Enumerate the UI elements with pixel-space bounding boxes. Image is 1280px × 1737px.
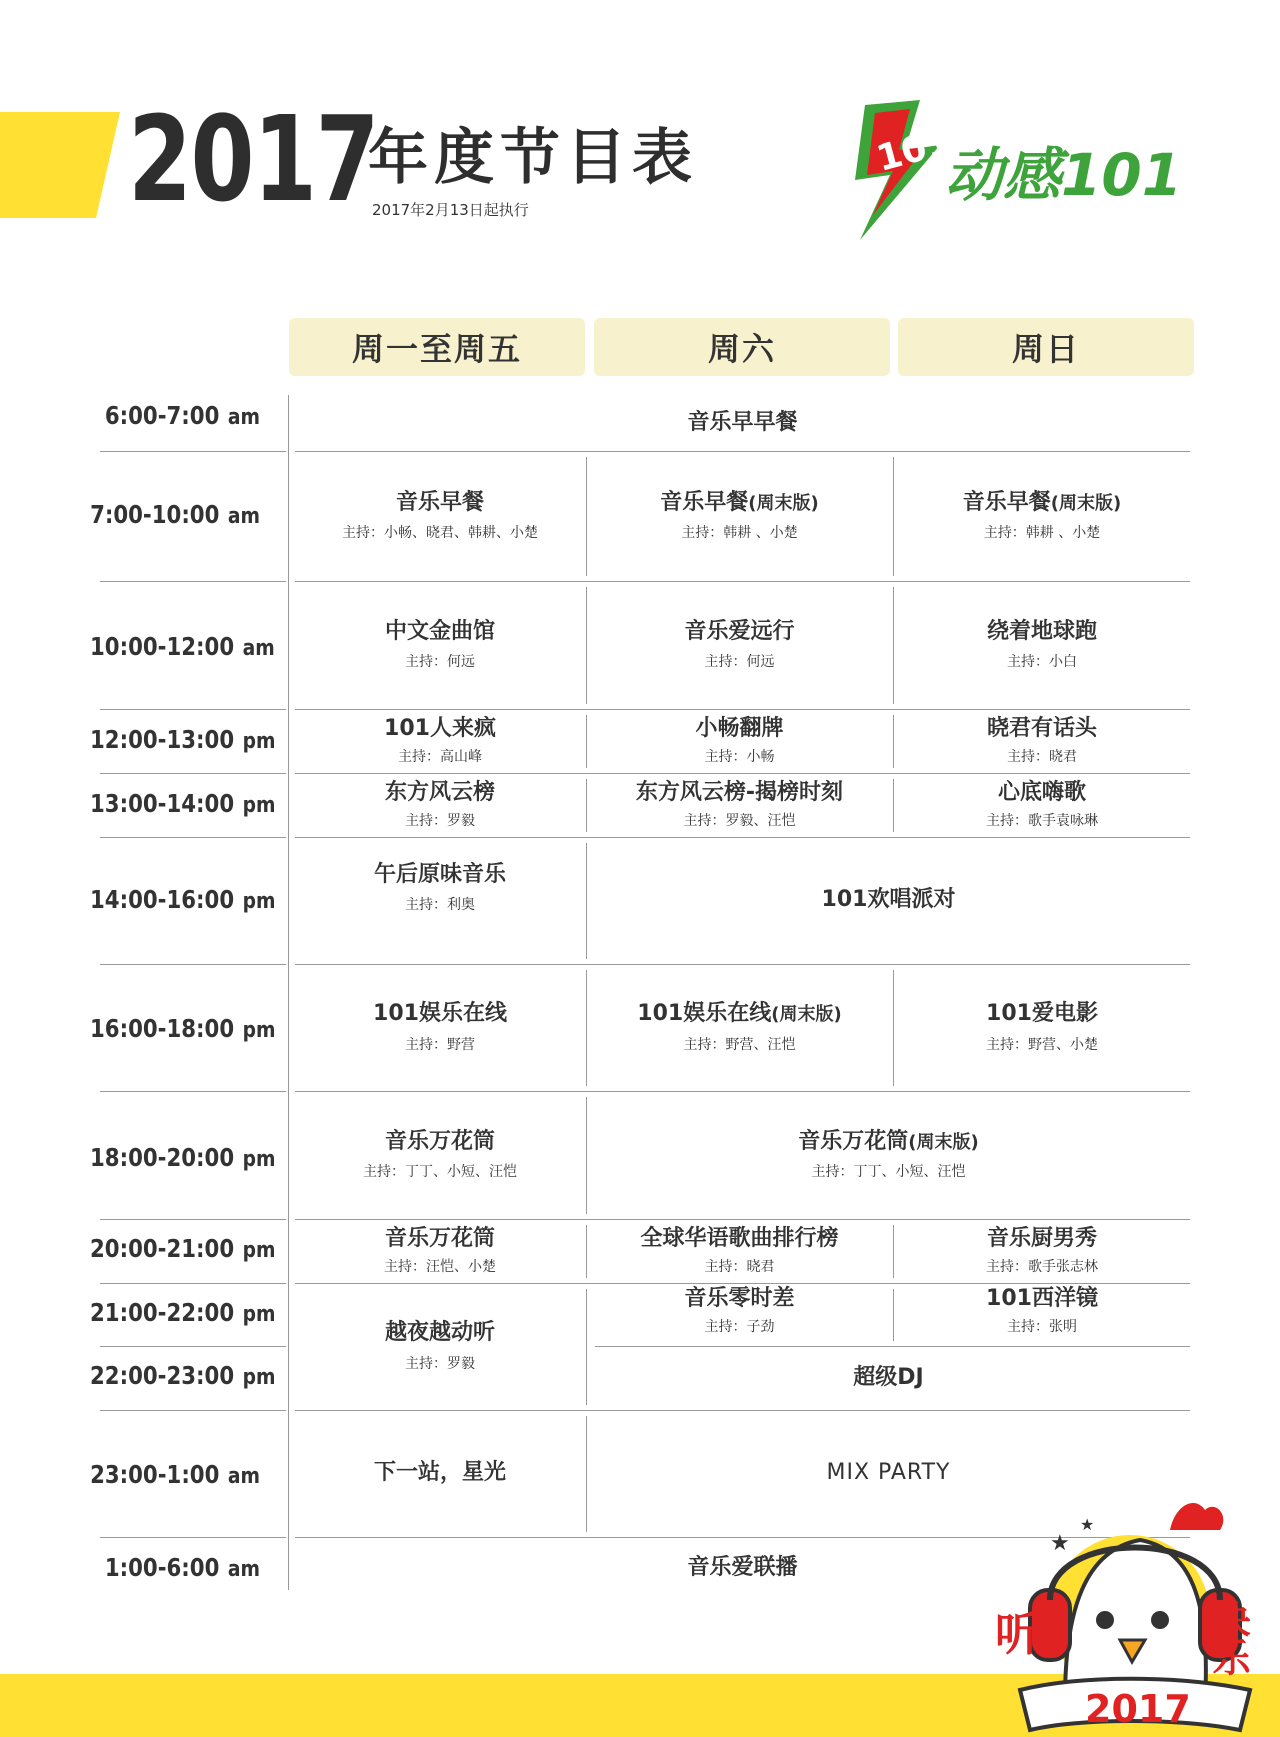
program-host: 主持：野营、汪恺 (683, 1036, 796, 1053)
column-header-saturday: 周六 (594, 318, 890, 376)
program-cell (295, 1092, 585, 1218)
program-cell (295, 710, 585, 772)
time-label: 23:00-1:00 am (90, 1460, 260, 1489)
program-name: 中文金曲馆 (384, 618, 495, 644)
program-name: 音乐早餐 (660, 489, 749, 515)
program-name: 101西洋镜 (986, 1285, 1098, 1311)
program-host: 主持：野营 (405, 1036, 475, 1053)
mascot-left-text: 听 (995, 1607, 1041, 1661)
program-host: 主持：韩耕 、小楚 (983, 525, 1101, 542)
program-name: 全球华语歌曲排行榜 (640, 1225, 839, 1251)
program-name: 音乐厨男秀 (986, 1225, 1097, 1251)
time-label: 20:00-21:00 pm (90, 1234, 276, 1263)
header-accent-bar (0, 112, 120, 218)
program-name: 绕着地球跑 (986, 618, 1097, 644)
program-name: 下一站，星光 (373, 1460, 506, 1486)
program-cell (295, 452, 585, 580)
program-host: 主持：罗毅 (405, 1355, 475, 1372)
program-cell (295, 774, 585, 836)
program-name: 音乐爱联播 (687, 1554, 798, 1580)
program-name: 101爱电影 (986, 1001, 1098, 1027)
time-label: 12:00-13:00 pm (90, 725, 276, 754)
program-host: 主持：歌手袁咏琳 (986, 813, 1098, 830)
row-divider (100, 581, 286, 582)
row-divider (100, 1410, 286, 1411)
program-name: 101娱乐在线 (373, 1001, 507, 1027)
program-name: 音乐早餐 (395, 489, 484, 515)
program-note: (周末版) (1050, 492, 1122, 514)
program-host: 主持：罗毅 (405, 813, 475, 830)
row-divider (100, 837, 286, 838)
program-cell (894, 582, 1190, 708)
program-name: 音乐零时差 (684, 1285, 795, 1311)
row-divider (100, 773, 286, 774)
time-label: 7:00-10:00 am (90, 500, 260, 529)
row-divider (100, 1537, 286, 1538)
program-cell (587, 452, 892, 580)
program-name: 音乐早餐 (962, 489, 1051, 515)
rooster-comb-icon (1170, 1503, 1223, 1530)
program-cell (295, 965, 585, 1090)
program-name: 101欢唱派对 (821, 887, 956, 913)
program-host: 主持：张明 (1007, 1319, 1077, 1336)
program-host: 主持：何远 (405, 654, 475, 671)
program-host: 主持：丁丁、小短、汪恺 (811, 1164, 966, 1181)
program-host: 主持：丁丁、小短、汪恺 (363, 1164, 517, 1181)
program-cell (587, 774, 892, 836)
program-cell (894, 1284, 1190, 1338)
program-host: 主持：野营、小楚 (986, 1036, 1098, 1053)
time-label: 21:00-22:00 pm (90, 1298, 276, 1327)
program-note: (周末版) (748, 492, 819, 514)
program-host: 主持：罗毅、汪恺 (683, 813, 796, 830)
logo-text: 动感101 (945, 141, 1183, 209)
program-cell (295, 396, 1190, 450)
program-host: 主持：小畅 (704, 749, 775, 766)
row-divider (100, 1346, 286, 1347)
program-host: 主持：歌手张志林 (986, 1259, 1098, 1276)
program-host: 主持：晓君 (704, 1259, 775, 1276)
star-icon: ★ (1080, 1515, 1095, 1534)
program-name: 越夜越动听 (384, 1320, 495, 1346)
program-name: 音乐爱远行 (684, 618, 795, 644)
row-divider (100, 1091, 286, 1092)
program-cell (587, 1092, 1190, 1218)
program-cell (894, 710, 1190, 772)
row-divider (100, 709, 286, 710)
program-cell (587, 710, 892, 772)
time-label: 22:00-23:00 pm (90, 1361, 276, 1390)
row-divider (100, 451, 286, 452)
program-name: 心底嗨歌 (997, 779, 1086, 805)
column-header-sunday: 周日 (898, 318, 1194, 376)
program-cell (894, 452, 1190, 580)
program-cell (295, 1411, 585, 1536)
program-note: (周末版) (771, 1004, 842, 1026)
program-host: 主持：利奥 (405, 897, 475, 914)
program-cell (894, 774, 1190, 836)
program-cell (295, 582, 585, 708)
program-name: 午后原味音乐 (373, 861, 506, 887)
program-name: 东方风云榜 (384, 779, 495, 805)
program-name: 音乐万花筒 (384, 1225, 495, 1251)
program-host: 主持：小畅、晓君、韩耕、小楚 (342, 525, 538, 542)
program-name: 晓君有话头 (986, 715, 1097, 741)
program-name: 音乐早早餐 (687, 409, 798, 435)
program-cell (587, 965, 892, 1090)
time-label: 1:00-6:00 am (104, 1553, 260, 1582)
program-name: 101人来疯 (384, 715, 496, 741)
row-divider (100, 1219, 286, 1220)
page-title: 年度节目表 (368, 123, 698, 193)
mascot-right-text: 快乐 (1206, 1600, 1250, 1676)
time-label: 14:00-16:00 pm (90, 885, 276, 914)
table-left-border (288, 395, 289, 1590)
program-name: 音乐万花筒 (384, 1128, 495, 1154)
station-logo (845, 95, 1195, 245)
rooster-mascot (990, 1490, 1270, 1737)
time-label: 13:00-14:00 pm (90, 789, 276, 818)
program-cell (587, 1220, 892, 1282)
program-host: 主持：子劲 (704, 1319, 775, 1336)
program-note: (周末版) (908, 1131, 979, 1153)
program-cell (587, 838, 1190, 963)
program-name: 超级DJ (853, 1364, 924, 1390)
program-cell (894, 965, 1190, 1090)
program-host: 主持：小白 (1007, 654, 1077, 671)
program-name: 音乐万花筒 (798, 1128, 909, 1154)
program-name: MIX PARTY (826, 1460, 951, 1486)
program-cell (587, 1284, 892, 1338)
program-name: 小畅翻牌 (695, 715, 784, 741)
logo-mark-text: 101 (872, 120, 956, 180)
program-name: 东方风云榜-揭榜时刻 (635, 779, 844, 805)
program-host: 主持：汪恺、小楚 (384, 1259, 496, 1276)
program-host: 主持：晓君 (1007, 749, 1077, 766)
time-label: 18:00-20:00 pm (90, 1143, 276, 1172)
program-cell (295, 838, 585, 938)
program-name: 101娱乐在线 (637, 1001, 772, 1027)
page-subtitle: 2017年2月13日起执行 (372, 201, 529, 219)
star-icon: ★ (1050, 1531, 1070, 1556)
time-label: 6:00-7:00 am (104, 401, 260, 430)
row-divider (100, 1283, 286, 1284)
row-divider (100, 964, 286, 965)
program-cell (894, 1220, 1190, 1282)
program-host: 主持：高山峰 (398, 749, 482, 766)
program-cell (295, 1220, 585, 1282)
program-cell (587, 582, 892, 708)
program-host: 主持：韩耕 、小楚 (681, 525, 798, 542)
time-label: 10:00-12:00 am (90, 632, 275, 661)
column-header-weekdays: 周一至周五 (289, 318, 585, 376)
program-cell (295, 1284, 585, 1409)
time-label: 16:00-18:00 pm (90, 1014, 276, 1043)
header-year: 2017 (128, 90, 378, 228)
program-cell (587, 1347, 1190, 1409)
program-host: 主持：何远 (704, 654, 775, 671)
mascot-year-text: 2017 (1085, 1687, 1191, 1731)
